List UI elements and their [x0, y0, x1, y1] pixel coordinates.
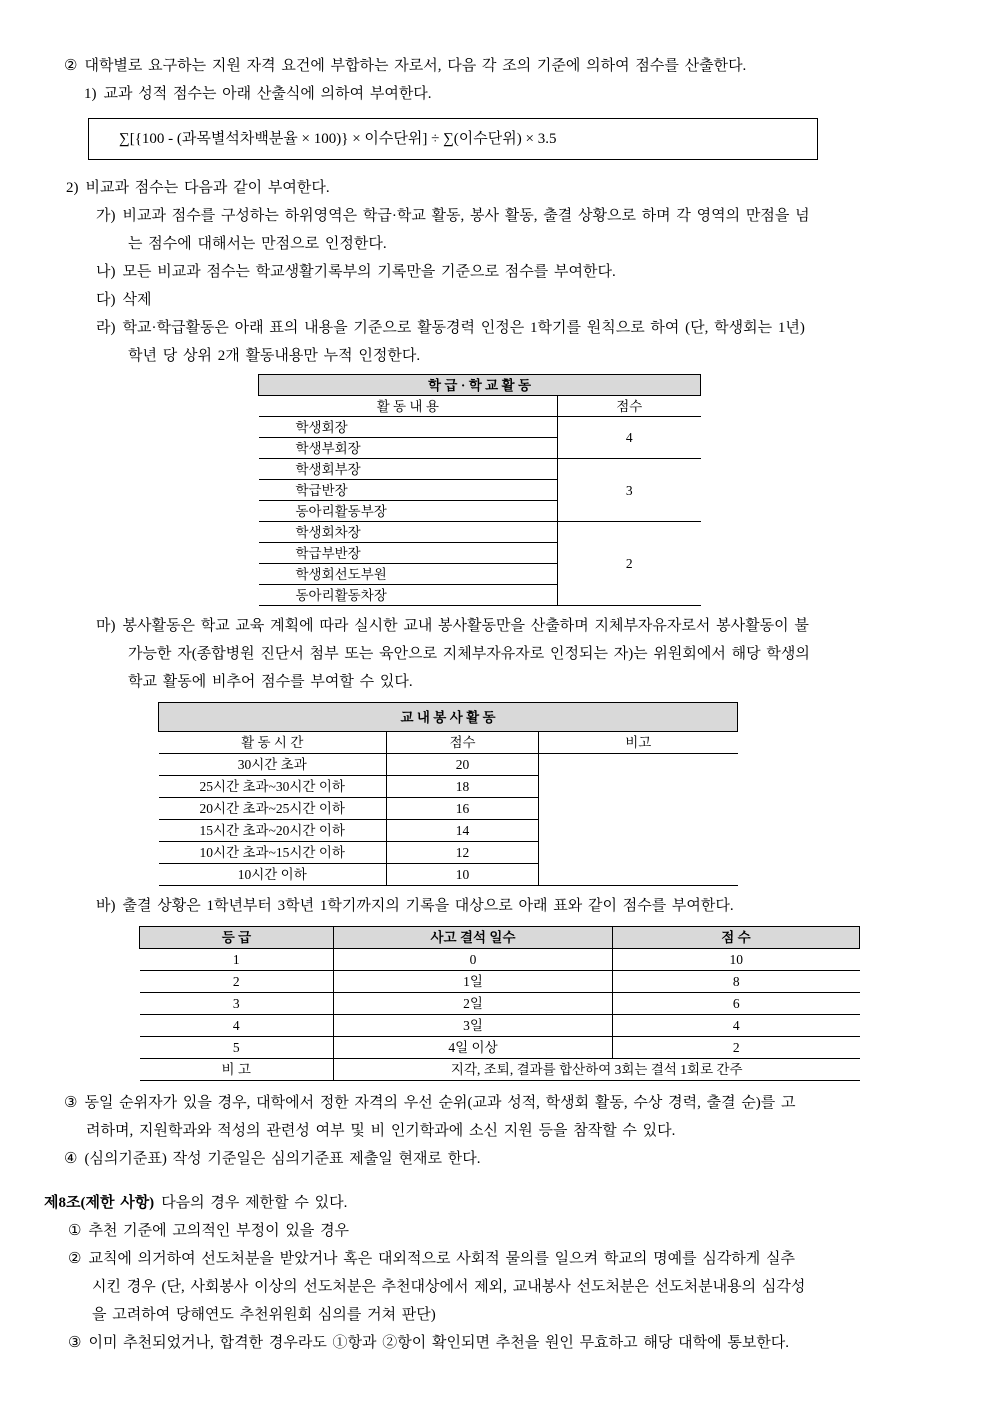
- item-ga-line-2: [0, 230, 992, 258]
- score-cell: 2: [558, 522, 701, 606]
- score-col-header: 점수: [558, 396, 701, 417]
- clause-4-text: (심의기준표) 작성 기준일은 심의기준표 제출일 현재로 한다.: [84, 1151, 481, 1167]
- score-cell: 14: [387, 820, 539, 842]
- clause-2-text: 대학별로 요구하는 지원 자격 요건에 부합하는 자로서, 다음 각 조의 기준에 의하여 점수를 산출한다.: [84, 58, 747, 74]
- activity-cell: 학생회장: [259, 417, 558, 438]
- item-ga-text-1: 비교과 점수를 구성하는 하위영역은 학급·학교 활동, 봉사 활동, 출결 상황으로 하며 각 영역의 만점을 넘: [122, 208, 810, 224]
- item-ma-marker: 마): [96, 618, 116, 634]
- activity-cell: 학급반장: [259, 480, 558, 501]
- clause-2-line: [0, 52, 992, 80]
- table-row: [159, 754, 738, 776]
- table-row: [140, 1037, 860, 1059]
- article-8-title: 제8조(제한 사항): [44, 1195, 155, 1211]
- table-row: [259, 522, 701, 543]
- table-header-row: [159, 732, 738, 754]
- clause-3-marker: ③: [64, 1095, 78, 1111]
- score-cell: 3: [558, 459, 701, 522]
- activity-cell: 동아리활동부장: [259, 501, 558, 522]
- score-col-header: 점수: [387, 732, 539, 754]
- item-na-text: 모든 비교과 점수는 학교생활기록부의 기록만을 기준으로 점수를 부여한다.: [122, 264, 616, 280]
- sub-1-text: 교과 성적 점수는 아래 산출식에 의하여 부여한다.: [103, 86, 432, 102]
- score-cell: 12: [387, 842, 539, 864]
- score-cell: 6: [613, 993, 860, 1015]
- article-8-item-1-marker: ①: [68, 1223, 82, 1239]
- absence-col-header: 사고 결석 일수: [334, 927, 613, 949]
- clause-3-text-2: 려하며, 지원학과와 적성의 관련성 여부 및 비 인기학과에 소신 지원 등을 참작할 수 있다.: [86, 1123, 676, 1139]
- clause-3-line-1: [0, 1089, 992, 1117]
- item-ma-text-2: 가능한 자(종합병원 진단서 첨부 또는 육안으로 지체부자유자로 인정되는 자)는 위원회에서 해당 학생의: [128, 646, 810, 662]
- clause-3-text-1: 동일 순위자가 있을 경우, 대학에서 정한 자격의 우선 순위(교과 성적, 학생회 활동, 수상 경력, 출결 순)를 고: [84, 1095, 796, 1111]
- clause-4-marker: ④: [64, 1151, 78, 1167]
- absence-cell: 2일: [334, 993, 613, 1015]
- score-cell: 16: [387, 798, 539, 820]
- score-cell: 10: [387, 864, 539, 886]
- item-da-marker: 다): [96, 292, 116, 308]
- sub-2-marker: 2): [66, 180, 79, 196]
- item-ma-text-1: 봉사활동은 학교 교육 계획에 따라 실시한 교내 봉사활동만을 산출하며 지체부자유자로서 봉사활동이 불: [122, 618, 809, 634]
- note-cell: 지각, 조퇴, 결과를 합산하여 3회는 결석 1회로 간주: [334, 1059, 860, 1081]
- item-ma-line-1: [0, 612, 992, 640]
- volunteer-table: [158, 702, 738, 886]
- table-header-row: [140, 927, 860, 949]
- table-row: [140, 993, 860, 1015]
- school-activity-table-title: 학 급 · 학 교 활 동: [259, 375, 701, 396]
- score-cell: 4: [613, 1015, 860, 1037]
- hours-cell: 15시간 초과~20시간 이하: [159, 820, 387, 842]
- table-row: [140, 1059, 860, 1081]
- activity-cell: 학생회부장: [259, 459, 558, 480]
- activity-cell: 학급부반장: [259, 543, 558, 564]
- item-ra-line-1: [0, 314, 992, 342]
- grade-cell: 4: [140, 1015, 334, 1037]
- item-da-text: 삭제: [122, 292, 152, 308]
- item-ra-line-2: [0, 342, 992, 370]
- article-8-item-2-line-3: [0, 1301, 992, 1329]
- remarks-col-header: 비고: [539, 732, 738, 754]
- table-row: [140, 971, 860, 993]
- article-8-item-1-text: 추천 기준에 고의적인 부정이 있을 경우: [88, 1223, 350, 1239]
- item-ra-text-1: 학교·학급활동은 아래 표의 내용을 기준으로 활동경력 인정은 1학기를 원칙으로 하여 (단, 학생회는 1년): [122, 320, 805, 336]
- article-8-item-2-marker: ②: [68, 1251, 82, 1267]
- hours-cell: 10시간 초과~15시간 이하: [159, 842, 387, 864]
- article-8-item-2-text-1: 교칙에 의거하여 선도처분을 받았거나 혹은 대외적으로 사회적 물의를 일으켜 학교의 명예를 심각하게 실추: [88, 1251, 796, 1267]
- item-ba-text: 출결 상황은 1학년부터 3학년 1학기까지의 기록을 대상으로 아래 표와 같이 점수를 부여한다.: [122, 898, 734, 914]
- item-ga-text-2: 는 점수에 대해서는 만점으로 인정한다.: [128, 236, 387, 252]
- item-ra-text-2: 학년 당 상위 2개 활동내용만 누적 인정한다.: [128, 348, 421, 364]
- score-cell: 18: [387, 776, 539, 798]
- activity-cell: 학생부회장: [259, 438, 558, 459]
- grade-cell: 3: [140, 993, 334, 1015]
- activity-cell: 학생회차장: [259, 522, 558, 543]
- remarks-empty-cell: [539, 754, 738, 886]
- school-activity-table: [258, 374, 701, 606]
- note-label-cell: 비 고: [140, 1059, 334, 1081]
- article-8-item-1-line: [0, 1217, 992, 1245]
- clause-3-line-2: [0, 1117, 992, 1145]
- table-row: [259, 417, 701, 438]
- article-8-item-3-line: [0, 1329, 992, 1357]
- item-ma-line-3: [0, 668, 992, 696]
- article-8-item-2-text-2: 시킨 경우 (단, 사회봉사 이상의 선도처분은 추천대상에서 제외, 교내봉사 선도처분은 선도처분내용의 심각성: [92, 1279, 806, 1295]
- table-row: [140, 949, 860, 971]
- attendance-table: [139, 926, 860, 1081]
- item-ba-line: [0, 892, 992, 920]
- article-8-item-3-text: 이미 추천되었거나, 합격한 경우라도 ①항과 ②항이 확인되면 추천을 원인 무효하고 해당 대학에 통보한다.: [88, 1335, 790, 1351]
- grade-cell: 2: [140, 971, 334, 993]
- clause-2-marker: ②: [64, 58, 78, 74]
- score-formula-box: [88, 118, 818, 160]
- table-row: [259, 459, 701, 480]
- activity-cell: 동아리활동차장: [259, 585, 558, 606]
- activity-col-header: 활 동 내 용: [259, 396, 558, 417]
- score-cell: 10: [613, 949, 860, 971]
- hours-cell: 20시간 초과~25시간 이하: [159, 798, 387, 820]
- sub-2-text: 비교과 점수는 다음과 같이 부여한다.: [85, 180, 330, 196]
- grade-col-header: 등 급: [140, 927, 334, 949]
- hours-cell: 10시간 이하: [159, 864, 387, 886]
- hours-col-header: 활 동 시 간: [159, 732, 387, 754]
- item-ga-marker: 가): [96, 208, 116, 224]
- absence-cell: 0: [334, 949, 613, 971]
- item-da-line: [0, 286, 992, 314]
- item-na-line: [0, 258, 992, 286]
- table-header-row: [259, 396, 701, 417]
- article-8-item-2-text-3: 을 고려하여 당해연도 추천위원회 심의를 거쳐 판단): [92, 1307, 436, 1323]
- volunteer-table-title: 교 내 봉 사 활 동: [159, 703, 738, 732]
- item-ma-text-3: 학교 활동에 비추어 점수를 부여할 수 있다.: [128, 674, 413, 690]
- article-8-heading-line: [0, 1189, 992, 1217]
- score-cell: 8: [613, 971, 860, 993]
- article-8-item-2-line-1: [0, 1245, 992, 1273]
- absence-cell: 1일: [334, 971, 613, 993]
- article-8-intro: 다음의 경우 제한할 수 있다.: [161, 1195, 348, 1211]
- article-8-item-3-marker: ③: [68, 1335, 82, 1351]
- item-ba-marker: 바): [96, 898, 116, 914]
- score-cell: 20: [387, 754, 539, 776]
- item-ga-line-1: [0, 202, 992, 230]
- hours-cell: 25시간 초과~30시간 이하: [159, 776, 387, 798]
- item-ra-marker: 라): [96, 320, 116, 336]
- grade-cell: 5: [140, 1037, 334, 1059]
- item-ma-line-2: [0, 640, 992, 668]
- item-na-marker: 나): [96, 264, 116, 280]
- score-col-header: 점 수: [613, 927, 860, 949]
- sub-2-line: [0, 174, 992, 202]
- article-8-item-2-line-2: [0, 1273, 992, 1301]
- clause-4-line: [0, 1145, 992, 1173]
- table-row: [140, 1015, 860, 1037]
- hours-cell: 30시간 초과: [159, 754, 387, 776]
- score-cell: 4: [558, 417, 701, 459]
- score-cell: 2: [613, 1037, 860, 1059]
- absence-cell: 4일 이상: [334, 1037, 613, 1059]
- absence-cell: 3일: [334, 1015, 613, 1037]
- sub-1-marker: 1): [84, 86, 97, 102]
- score-formula: ∑[{100 - (과목별석차백분율 × 100)} × 이수단위] ÷ ∑(이수단위) × 3.5: [119, 131, 557, 147]
- section-spacer: [0, 1173, 992, 1189]
- activity-cell: 학생회선도부원: [259, 564, 558, 585]
- grade-cell: 1: [140, 949, 334, 971]
- sub-1-line: [0, 80, 992, 108]
